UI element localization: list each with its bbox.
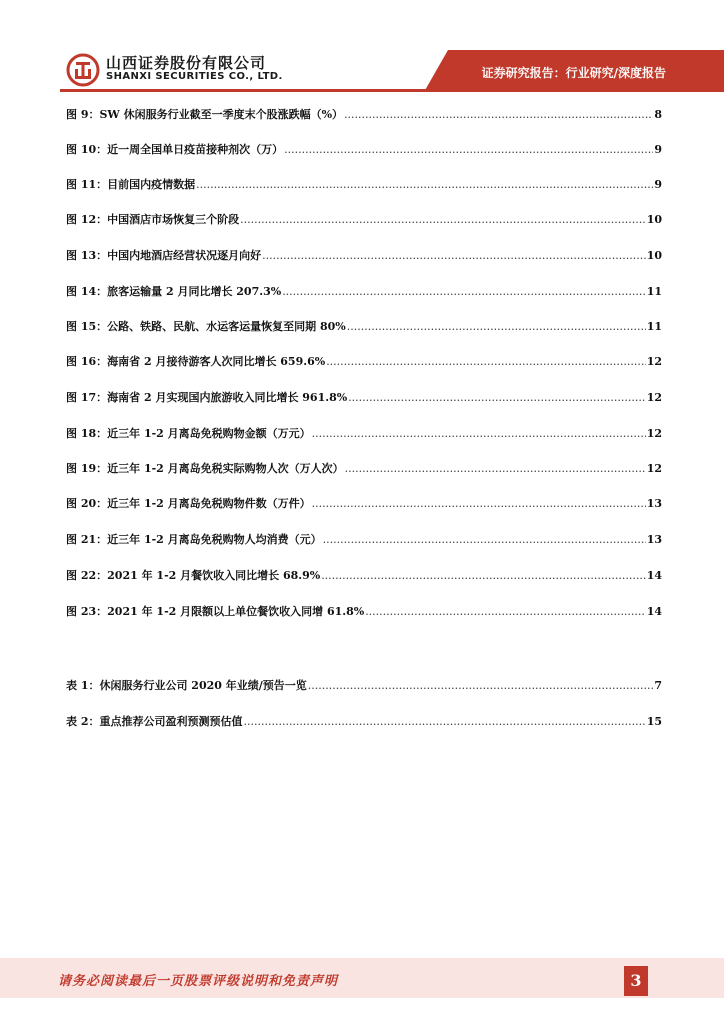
toc-entry[interactable] <box>66 176 662 192</box>
toc-entry-page: 11 <box>646 285 662 298</box>
leader-dots <box>348 391 646 404</box>
leader-dots <box>321 569 646 582</box>
toc-entry[interactable] <box>66 141 662 157</box>
company-name-cn: 山西证券股份有限公司 <box>106 54 267 72</box>
toc-entry[interactable] <box>66 247 662 263</box>
toc-entry[interactable] <box>66 713 662 729</box>
toc-entry[interactable] <box>66 460 662 476</box>
toc-entry-page: 14 <box>646 569 662 582</box>
toc-entry-page: 11 <box>646 320 662 333</box>
toc-entry-page: 9 <box>654 178 662 191</box>
toc-entry[interactable] <box>66 353 662 369</box>
toc-entry[interactable] <box>66 389 662 405</box>
toc-entry-title: 图 16：海南省 2 月接待游客人次同比增长 659.6% <box>66 355 326 368</box>
leader-dots <box>345 462 646 475</box>
toc-entry-title: 图 9：SW 休闲服务行业截至一季度末个股涨跌幅（%） <box>66 108 344 121</box>
leader-dots <box>308 679 654 692</box>
toc-entry[interactable] <box>66 283 662 299</box>
leader-dots <box>312 497 646 510</box>
toc-entry-title: 图 19：近三年 1-2 月离岛免税实际购物人次（万人次） <box>66 462 344 475</box>
toc-entry[interactable] <box>66 318 662 334</box>
toc-entry-title: 图 17：海南省 2 月实现国内旅游收入同比增长 961.8% <box>66 391 348 404</box>
leader-dots <box>365 605 646 618</box>
leader-dots <box>240 213 646 226</box>
report-type-label: 证券研究报告：行业研究/深度报告 <box>481 66 666 80</box>
toc-entry-title: 图 21：近三年 1-2 月离岛免税购物人均消费（元） <box>66 533 322 546</box>
leader-dots <box>347 320 646 333</box>
toc-entry-page: 7 <box>654 679 662 692</box>
toc-entry[interactable] <box>66 677 662 693</box>
toc-entry-page: 10 <box>646 249 662 262</box>
toc-entry[interactable] <box>66 531 662 547</box>
toc-entry-title: 图 14：旅客运输量 2 月同比增长 207.3% <box>66 285 282 298</box>
toc-entry[interactable] <box>66 567 662 583</box>
leader-dots <box>284 143 653 156</box>
toc-entry-page: 14 <box>646 605 662 618</box>
toc-entry-title: 图 13：中国内地酒店经营状况逐月向好 <box>66 249 262 262</box>
page-number: 3 <box>624 966 648 996</box>
leader-dots <box>196 178 653 191</box>
toc-entry-page: 8 <box>654 108 662 121</box>
toc-entry-page: 12 <box>646 462 662 475</box>
toc-entry-title: 图 11：目前国内疫情数据 <box>66 178 196 191</box>
toc-entry-title: 图 18：近三年 1-2 月离岛免税购物金额（万元） <box>66 427 311 440</box>
toc-entry-page: 13 <box>646 497 662 510</box>
page-footer <box>0 958 724 998</box>
company-name-en: SHANXI SECURITIES CO., LTD. <box>106 71 283 82</box>
toc-entry-title: 表 2：重点推荐公司盈利预测预估值 <box>66 715 243 728</box>
toc-entry[interactable] <box>66 106 662 122</box>
page-header <box>0 0 724 100</box>
toc-entry[interactable] <box>66 603 662 619</box>
toc-entry[interactable] <box>66 425 662 441</box>
toc-entry-title: 表 1：休闲服务行业公司 2020 年业绩/预告一览 <box>66 679 307 692</box>
toc-entry-title: 图 15：公路、铁路、民航、水运客运量恢复至同期 80% <box>66 320 346 333</box>
toc-entry-title: 图 23：2021 年 1-2 月限额以上单位餐饮收入同增 61.8% <box>66 605 365 618</box>
toc-entry-title: 图 12：中国酒店市场恢复三个阶段 <box>66 213 240 226</box>
toc-entry-page: 12 <box>646 427 662 440</box>
toc-entry-title: 图 20：近三年 1-2 月离岛免税购物件数（万件） <box>66 497 311 510</box>
leader-dots <box>323 533 646 546</box>
leader-dots <box>282 285 646 298</box>
toc-entry-page: 13 <box>646 533 662 546</box>
leader-dots <box>326 355 646 368</box>
toc-entry-page: 12 <box>646 355 662 368</box>
leader-dots <box>312 427 646 440</box>
toc-entry-title: 图 22：2021 年 1-2 月餐饮收入同比增长 68.9% <box>66 569 321 582</box>
toc-entry-page: 9 <box>654 143 662 156</box>
header-rule <box>60 89 724 92</box>
leader-dots <box>344 108 653 121</box>
header-banner <box>0 0 724 100</box>
disclaimer-notice: 请务必阅读最后一页股票评级说明和免责声明 <box>58 974 339 989</box>
toc-entry-title: 图 10：近一周全国单日疫苗接种剂次（万） <box>66 143 284 156</box>
toc-entry-page: 12 <box>646 391 662 404</box>
leader-dots <box>243 715 645 728</box>
toc-entry[interactable] <box>66 495 662 511</box>
toc-entry-page: 10 <box>646 213 662 226</box>
leader-dots <box>262 249 646 262</box>
company-logo-icon <box>66 53 100 87</box>
toc-entry-page: 15 <box>646 715 662 728</box>
toc-entry[interactable] <box>66 211 662 227</box>
